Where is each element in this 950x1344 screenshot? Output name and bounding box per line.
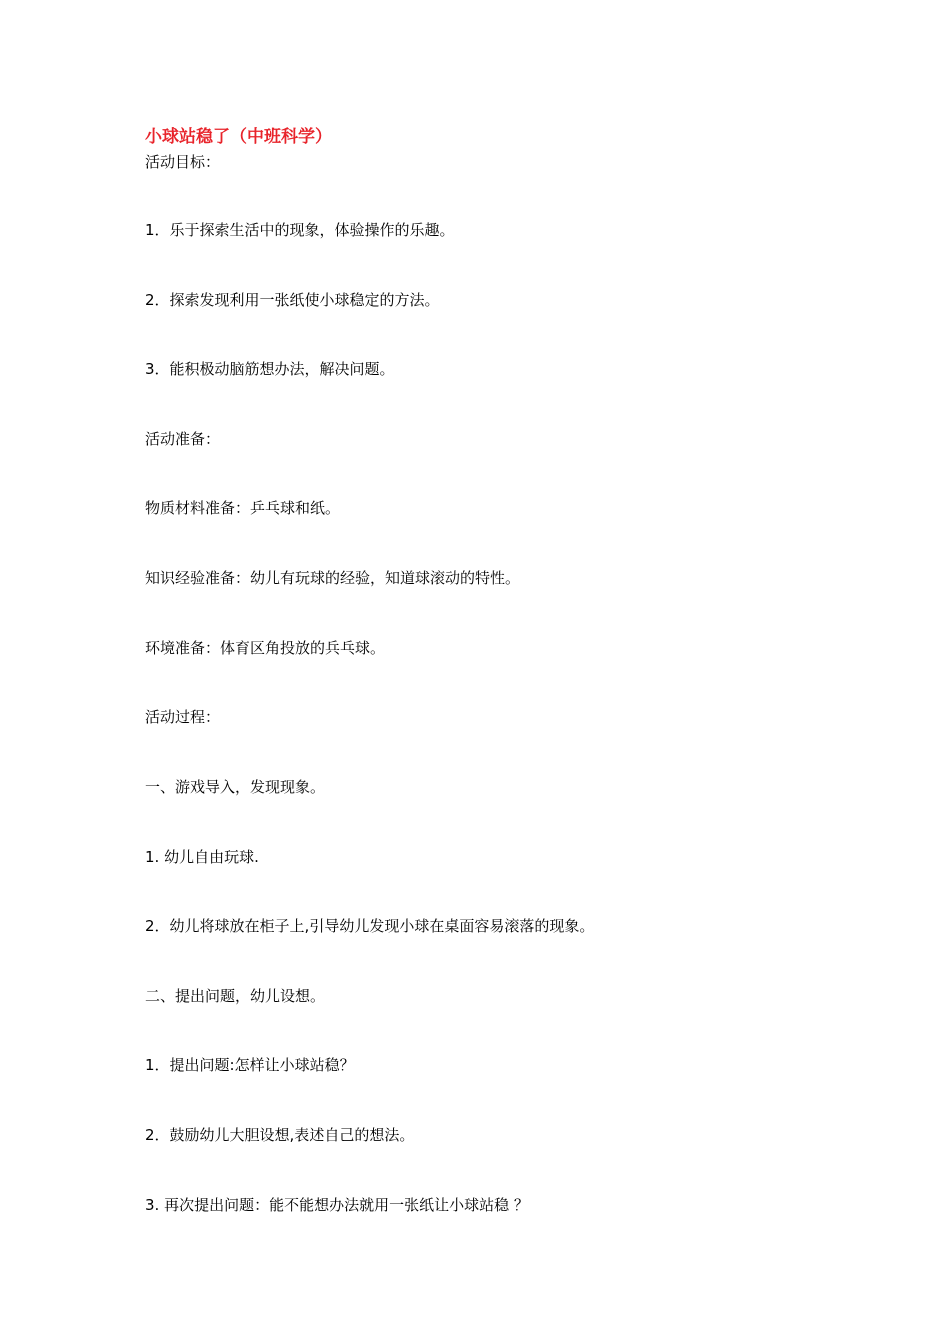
paragraph: 3．能积极动脑筋想办法，解决问题。 [145, 360, 395, 378]
paragraph: 1．提出问题:怎样让小球站稳？ [145, 1056, 355, 1074]
paragraph: 2．探索发现利用一张纸使小球稳定的方法。 [145, 291, 440, 309]
paragraph: 一、游戏导入，发现现象。 [145, 778, 326, 796]
objectives-heading: 活动目标： [145, 153, 221, 171]
paragraph: 1. 幼儿自由玩球. [145, 848, 259, 866]
document-title: 小球站稳了（中班科学） [145, 127, 332, 147]
paragraph: 知识经验准备：幼儿有玩球的经验，知道球滚动的特性。 [145, 569, 521, 587]
paragraph: 二、提出问题，幼儿设想。 [145, 987, 326, 1005]
paragraph: 1．乐于探索生活中的现象，体验操作的乐趣。 [145, 221, 455, 239]
paragraph: 3. 再次提出问题：能不能想办法就用一张纸让小球站稳 ？ [145, 1196, 529, 1214]
paragraph: 物质材料准备：乒乓球和纸。 [145, 499, 341, 517]
section-heading: 活动准备： [145, 430, 221, 448]
paragraph: 2．鼓励幼儿大胆设想,表述自己的想法。 [145, 1126, 415, 1144]
section-heading: 活动过程： [145, 708, 221, 726]
paragraph: 2．幼儿将球放在柜子上,引导幼儿发现小球在桌面容易滚落的现象。 [145, 917, 595, 935]
paragraph: 环境准备：体育区角投放的兵乓球。 [145, 639, 386, 657]
